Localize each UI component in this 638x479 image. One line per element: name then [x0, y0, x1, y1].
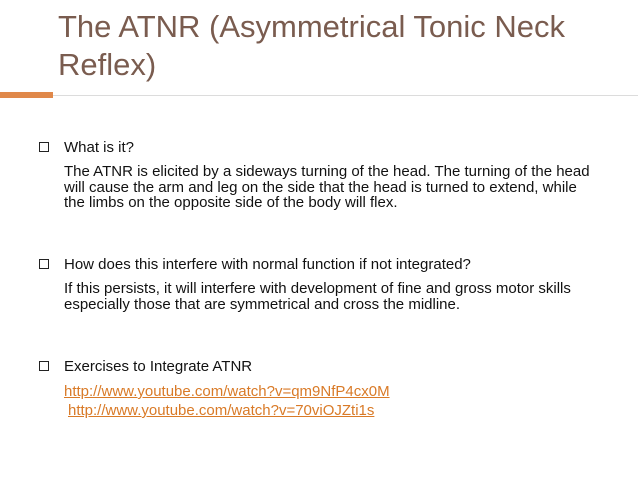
exercise-video-link-2[interactable]: http://www.youtube.com/watch?v=70viOJZti1s [68, 402, 375, 419]
title-accent-bar [0, 92, 53, 98]
bullet-interference [42, 256, 602, 312]
bullet-body: If this persists, it will interfere with development of fine and gross motor skills especially those that are symmetrical and cross the midline. [64, 280, 571, 313]
bullet-heading: What is it? [64, 139, 135, 156]
bullet-body: The ATNR is elicited by a sideways turning of the head. The turning of the head will cause the arm and leg on the side that the head is turned to extend, while the limbs on the opposite side of the body will flex. [64, 163, 590, 211]
title-divider [53, 95, 638, 96]
bullet-what-is-it [42, 139, 602, 211]
slide-title: The ATNR (Asymmetrical Tonic Neck Reflex) [58, 9, 566, 82]
bullet-heading: Exercises to Integrate ATNR [64, 358, 253, 375]
square-bullet-icon [39, 259, 49, 269]
square-bullet-icon [39, 361, 49, 371]
bullet-heading: How does this interfere with normal function if not integrated? [64, 256, 471, 273]
bullet-exercises [42, 358, 602, 420]
exercise-video-link-1[interactable]: http://www.youtube.com/watch?v=qm9NfP4cx0M [64, 383, 390, 400]
exercise-links [64, 382, 602, 420]
square-bullet-icon [39, 142, 49, 152]
